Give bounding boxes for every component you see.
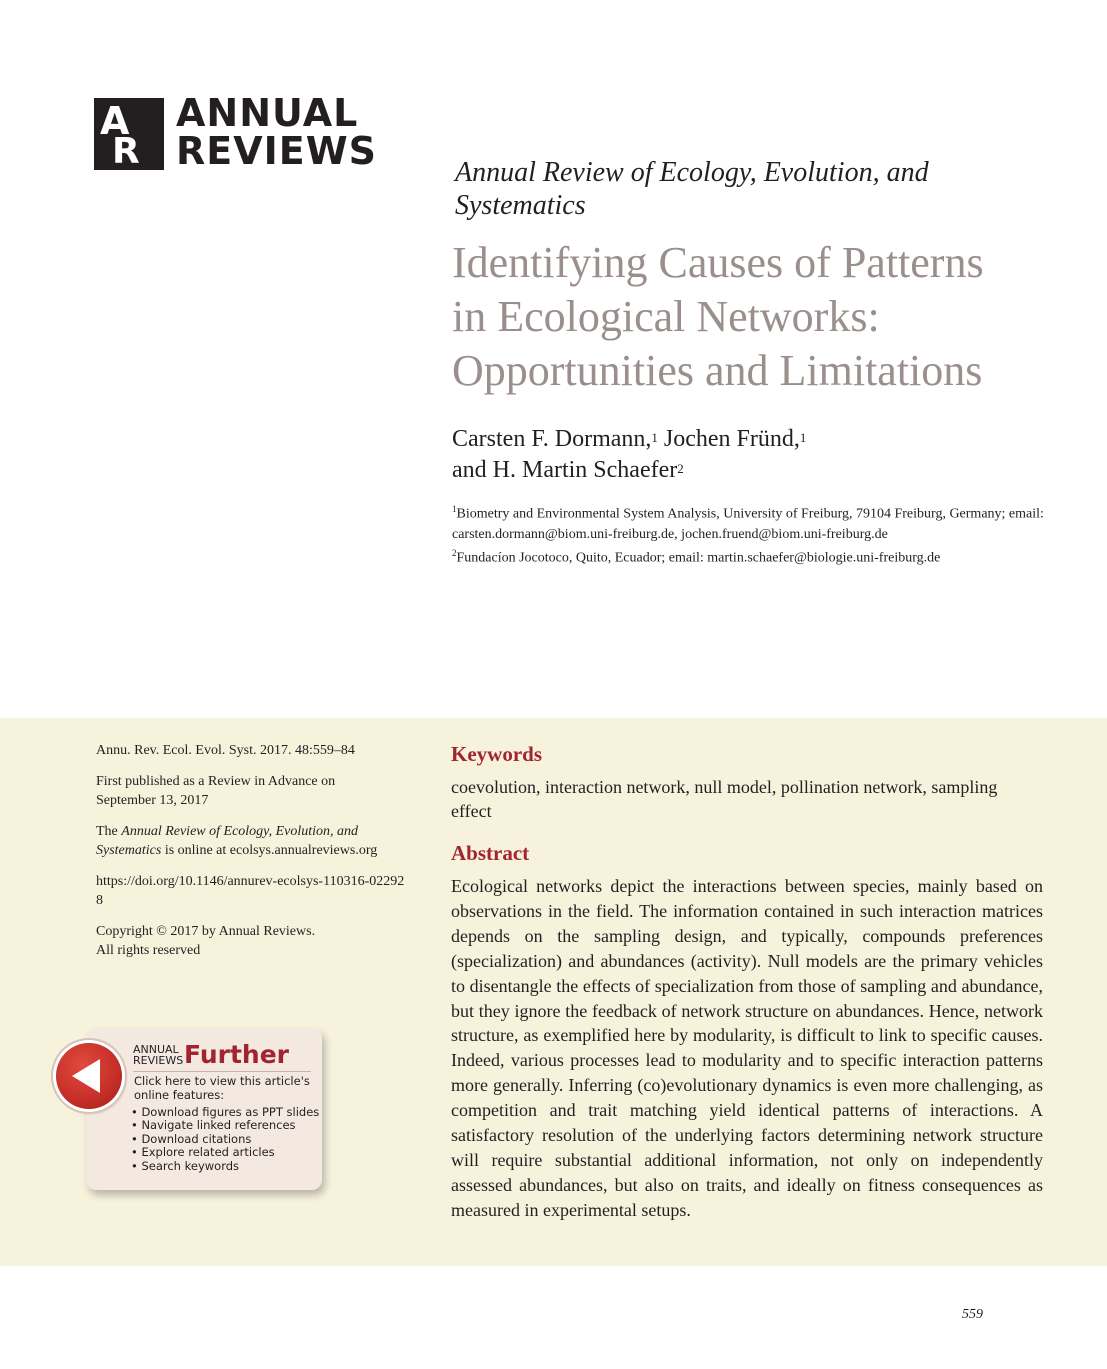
further-feature-item[interactable]: • Navigate linked references [131, 1119, 321, 1132]
online-availability: The Annual Review of Ecology, Evolution, and Systematics is online at ecolsys.annualreviews.org [96, 824, 378, 858]
page-number: 559 [962, 1307, 983, 1322]
further-feature-item[interactable]: • Download figures as PPT slides [131, 1106, 321, 1119]
logo-line-annual: ANNUAL [176, 91, 359, 135]
abstract-text: Ecological networks depict the interactions between species, mainly based on observations in the field. The information contained in such interaction matrices depends on the sampling design, and typically, compounds preferences (specialization) and abundances (activity). Null models are the primary vehicles to disentangle the effects of specialization from those of sampling and abundance, but they ignore the feedback of network structure on abundances. Hence, network structure, as exemplified here by modularity, is difficult to link to specific causes. Indeed, various processes lead to modularity and to specific interaction patterns more generally. Inferring (co)evolutionary dynamics is even more challenging, as competition and trait matching yield identical patterns of interactions. A satisfactory resolution of the underlying factors determining network structure will require substantial additional information, not only on independently assessed abundances, but also on traits, and ideally on fitness consequences as measured in experimental setups. [451, 876, 1043, 1220]
journal-name [455, 156, 1015, 222]
further-feature-item[interactable]: • Search keywords [131, 1160, 321, 1173]
journal-name-line-2: Systematics [455, 190, 586, 221]
article-title-line-3: Opportunities and Limitations [452, 346, 983, 395]
logo-mark-letter-a: A [100, 99, 130, 143]
further-description: Click here to view this article's online features: [134, 1074, 310, 1102]
article-info-sidebar [96, 741, 416, 972]
logo-mark [94, 98, 164, 170]
logo-mark-letter-r: R [112, 131, 140, 172]
author-affiliation-marker: 2 [677, 461, 684, 476]
author-name: Jochen Fründ, [663, 426, 800, 452]
further-play-icon[interactable] [56, 1043, 122, 1109]
publication-date: First published as a Review in Advance on September 13, 2017 [96, 774, 336, 808]
citation: Annu. Rev. Ecol. Evol. Syst. 2017. 48:559–84 [96, 743, 355, 758]
logo-wordmark [176, 91, 378, 173]
article-title-line-1: Identifying Causes of Patterns [452, 238, 984, 287]
logo-line-reviews: REVIEWS [176, 129, 378, 173]
copyright: Copyright © 2017 by Annual Reviews. All rights reserved [96, 924, 316, 958]
author-affiliation-marker: 1 [651, 430, 658, 445]
further-divider [133, 1071, 311, 1072]
further-feature-item[interactable]: • Explore related articles [131, 1146, 321, 1159]
annual-reviews-logo [94, 91, 378, 173]
online-journal-name: Annual Review of Ecology, Evolution, and Systematics [96, 824, 359, 858]
affiliation-text: Fundacíon Jocotoco, Quito, Ecuador; email: martin.schaefer@biologie.uni-freiburg.de [456, 550, 941, 566]
author-affiliation-marker: 1 [799, 430, 807, 445]
doi-link[interactable]: https://doi.org/10.1146/annurev-ecolsys-110316-022928 [96, 874, 405, 908]
affiliation-marker: 1 [452, 504, 457, 514]
further-features-list [131, 1106, 321, 1173]
author-list [452, 424, 1012, 486]
abstract-heading: Abstract [451, 841, 530, 865]
affiliation-text: Biometry and Environmental System Analysis, University of Freiburg, 79104 Freiburg, Germany; email: carsten.dormann@biom.uni-freiburg.de, jochen.fruend@biom.uni-freiburg.de [452, 506, 1044, 542]
article-title [452, 236, 1072, 398]
further-brand: ANNUAL REVIEWS [133, 1043, 184, 1067]
further-title: Further [184, 1040, 289, 1069]
author-name: and H. Martin Schaefer [452, 457, 678, 483]
author-name: Carsten F. Dormann, [452, 426, 652, 452]
article-title-line-2: in Ecological Networks: [452, 292, 880, 341]
affiliation-marker: 2 [452, 548, 457, 558]
journal-name-line-1: Annual Review of Ecology, Evolution, and [455, 157, 929, 188]
further-feature-item[interactable]: • Download citations [131, 1133, 321, 1146]
further-click-here-link[interactable]: Click here [134, 1074, 191, 1088]
keywords-heading: Keywords [451, 742, 542, 766]
keywords-text: coevolution, interaction network, null model, pollination network, sampling effect [451, 777, 998, 821]
left-arrow-icon [72, 1059, 100, 1093]
affiliation-1 [452, 499, 1072, 545]
affiliation-2 [452, 543, 1072, 569]
